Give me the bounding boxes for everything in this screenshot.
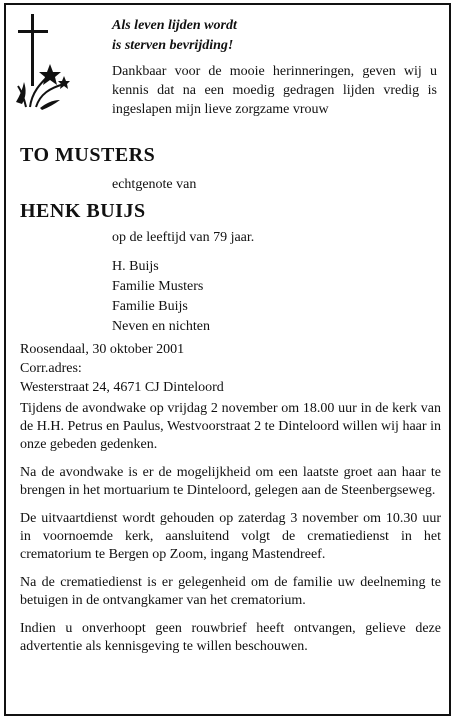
family-item: H. Buijs bbox=[112, 259, 159, 274]
paragraph-condolences: Na de crematiedienst is er gelegenheid om de familie uw deelneming te betuigen in de ontvangkamer van het crematorium. bbox=[20, 575, 441, 608]
family-list bbox=[112, 257, 210, 337]
paragraph-funeral: De uitvaartdienst wordt gehouden op zaterdag 3 november om 10.30 uur in voornoemde kerk, aansluitend volgt de crematiedienst in het crematorium te Bergen op Zoom, ingang Mastendreef. bbox=[20, 511, 441, 562]
service-details bbox=[20, 400, 441, 666]
place-and-address bbox=[20, 340, 224, 397]
corr-label: Corr.adres: bbox=[20, 361, 82, 376]
corr-address: Westerstraat 24, 4671 CJ Dinteloord bbox=[20, 380, 224, 395]
cross-flower-icon bbox=[10, 12, 70, 112]
paragraph-wake: Tijdens de avondwake op vrijdag 2 november om 18.00 uur in de kerk van de H.H. Petrus en Paulus, Westvoorstraat 2 te Dinteloord willen wij haar in onze gebeden gedenken. bbox=[20, 401, 441, 452]
age-line: op de leeftijd van 79 jaar. bbox=[112, 230, 255, 245]
paragraph-notice: Indien u onverhoopt geen rouwbrief heeft ontvangen, gelieve deze advertentie als kennisgeving te willen beschouwen. bbox=[20, 621, 441, 654]
intro-text: Dankbaar voor de mooie herinneringen, geven wij u kennis dat na een moedig gedragen lijden vredig is ingeslapen mijn lieve zorgzame vrouw bbox=[112, 64, 437, 117]
motto bbox=[112, 16, 237, 56]
family-item: Neven en nichten bbox=[112, 319, 210, 334]
motto-line-2: is sterven bevrijding! bbox=[112, 38, 234, 53]
spouse-name: HENK BUIJS bbox=[20, 200, 146, 222]
paragraph-mortuary: Na de avondwake is er de mogelijkheid om een laatste groet aan haar te brengen in het mortuarium te Dinteloord, gelegen aan de Steenbergseweg. bbox=[20, 465, 441, 498]
family-item: Familie Buijs bbox=[112, 299, 188, 314]
spouse-label: echtgenote van bbox=[112, 177, 197, 192]
motto-line-1: Als leven lijden wordt bbox=[112, 18, 237, 33]
family-item: Familie Musters bbox=[112, 279, 204, 294]
deceased-name: TO MUSTERS bbox=[20, 144, 156, 166]
place-date: Roosendaal, 30 oktober 2001 bbox=[20, 342, 185, 357]
